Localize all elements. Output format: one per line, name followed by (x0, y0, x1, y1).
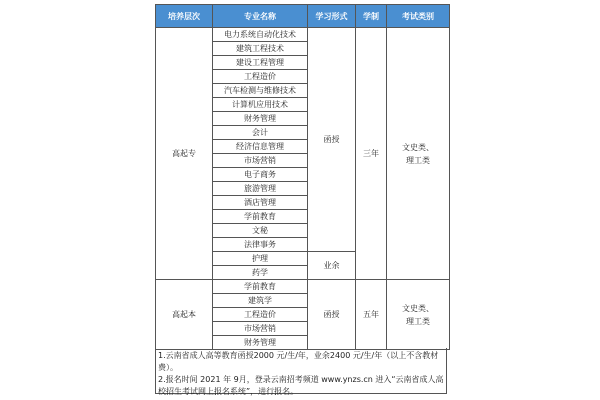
header-form: 学习形式 (308, 5, 356, 28)
level-gaoqiben: 高起本 (156, 280, 213, 350)
exam-cell (387, 280, 450, 350)
form-cell-alt: 业余 (308, 252, 356, 280)
note-fee: 1.云南省成人高等教育函授2000 元/生/年，业余2400 元/生/年（以上不含教材费）。 (158, 351, 439, 372)
major-cell: 财务管理 (213, 112, 308, 126)
major-cell: 市场营销 (213, 154, 308, 168)
exam-cell (387, 28, 450, 280)
enrollment-document (155, 4, 449, 396)
major-cell: 文秘 (213, 224, 308, 238)
major-cell: 学前教育 (213, 280, 308, 294)
major-cell: 护理 (213, 252, 308, 266)
major-cell: 学前教育 (213, 210, 308, 224)
major-cell: 旅游管理 (213, 182, 308, 196)
form-cell: 函授 (308, 28, 356, 252)
form-cell: 函授 (308, 280, 356, 350)
table-row (156, 28, 450, 42)
major-cell: 建设工程管理 (213, 56, 308, 70)
note-registration: 2.报名时间 2021 年 9月，登录云南招考频道 www.ynzs.cn 进入“云南省成人高校招生考试网上报名系统”，进行报名。 (158, 375, 444, 396)
major-cell: 市场营销 (213, 322, 308, 336)
header-exam: 考试类别 (387, 5, 450, 28)
major-cell: 会计 (213, 126, 308, 140)
major-cell: 汽车检测与维修技术 (213, 84, 308, 98)
major-cell: 建筑学 (213, 294, 308, 308)
table-header-row (156, 5, 450, 28)
major-cell: 电子商务 (213, 168, 308, 182)
major-cell: 计算机应用技术 (213, 98, 308, 112)
header-duration: 学制 (356, 5, 387, 28)
duration-cell: 三年 (356, 28, 387, 280)
major-cell: 酒店管理 (213, 196, 308, 210)
major-cell: 法律事务 (213, 238, 308, 252)
header-major: 专业名称 (213, 5, 308, 28)
exam-line: 文史类、 (402, 142, 434, 152)
major-cell: 工程造价 (213, 70, 308, 84)
table-row (156, 280, 450, 294)
duration-cell: 五年 (356, 280, 387, 350)
exam-line: 理工类 (406, 316, 430, 326)
majors-table (155, 4, 450, 350)
header-level: 培养层次 (156, 5, 213, 28)
major-cell: 药学 (213, 266, 308, 280)
exam-line: 理工类 (406, 155, 430, 165)
major-cell: 工程造价 (213, 308, 308, 322)
major-cell: 财务管理 (213, 336, 308, 350)
exam-line: 文史类、 (402, 303, 434, 313)
major-cell: 经济信息管理 (213, 140, 308, 154)
level-gaoqizhuan: 高起专 (156, 28, 213, 280)
major-cell: 电力系统自动化技术 (213, 28, 308, 42)
major-cell: 建筑工程技术 (213, 42, 308, 56)
notes-box (155, 348, 447, 394)
